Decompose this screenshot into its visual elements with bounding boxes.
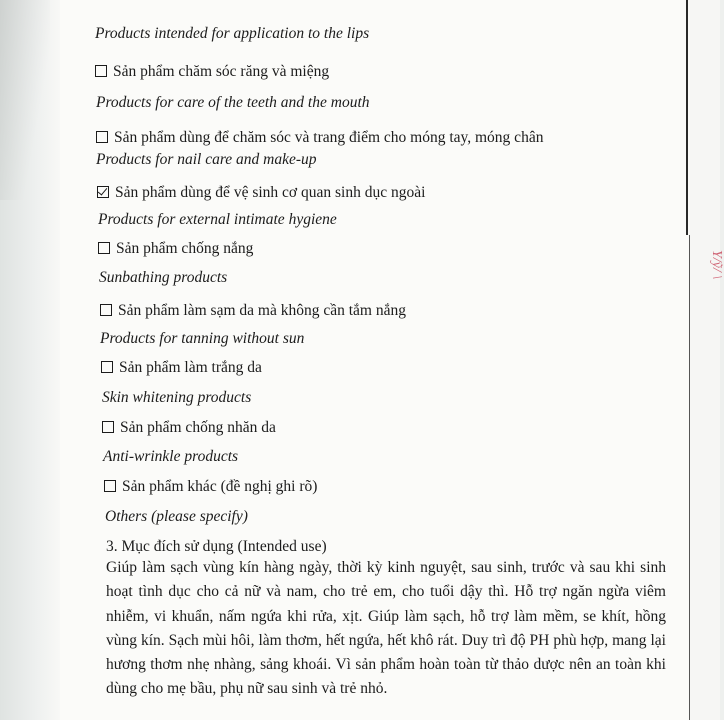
teeth-mouth-checkbox-row[interactable] — [95, 62, 329, 82]
option-label-vi: Sản phẩm chăm sóc răng và miệng — [113, 63, 330, 80]
option-label-vi: Sản phẩm làm sạm da mà không cần tắm nắng — [118, 302, 406, 319]
checkbox-icon[interactable] — [100, 304, 112, 316]
red-stamp-mark: Y/ỹ/ \ — [709, 250, 724, 280]
option-label-vi: Sản phẩm dùng để vệ sinh cơ quan sinh dục ngoài — [115, 184, 426, 201]
checkbox-icon[interactable] — [104, 480, 116, 492]
nail-care-checkbox-row[interactable] — [96, 128, 543, 148]
checkbox-icon[interactable] — [96, 131, 108, 143]
sunbathing-en: Sunbathing products — [99, 269, 228, 286]
section-3-heading: 3. Mục đích sử dụng (Intended use) — [106, 538, 327, 555]
whitening-checkbox-row[interactable] — [101, 358, 262, 378]
option-label-vi: Sản phẩm chống nhăn da — [120, 419, 276, 436]
tanning-checkbox-row[interactable] — [100, 301, 406, 321]
page-shadow — [0, 0, 50, 200]
anti-wrinkle-en: Anti-wrinkle products — [103, 448, 239, 465]
checkbox-icon[interactable] — [98, 242, 110, 254]
whitening-en: Skin whitening products — [102, 389, 252, 406]
anti-wrinkle-checkbox-row[interactable] — [102, 418, 276, 438]
checkbox-icon[interactable] — [101, 361, 113, 373]
teeth-mouth-en: Products for care of the teeth and the mouth — [96, 94, 370, 111]
others-en: Others (please specify) — [105, 508, 248, 525]
sunbathing-checkbox-row[interactable] — [98, 239, 253, 259]
checkbox-icon[interactable] — [102, 421, 114, 433]
intimate-hygiene-checkbox-row[interactable] — [97, 183, 425, 203]
intimate-hygiene-en: Products for external intimate hygiene — [98, 211, 337, 228]
tanning-en: Products for tanning without sun — [100, 330, 305, 347]
checked-checkbox-icon[interactable] — [97, 186, 109, 198]
option-label-vi: Sản phẩm làm trắng da — [119, 359, 262, 376]
option-label-vi: Sản phẩm chống nắng — [116, 240, 254, 257]
checkbox-icon[interactable] — [95, 65, 107, 77]
intended-use-paragraph: Giúp làm sạch vùng kín hàng ngày, thời kỳ kinh nguyệt, sau sinh, trước và sau khi sinh hoạt tình dục cho cả nữ và nam, cho trẻ em, cho tuổi dậy thì. Hỗ trợ ngăn ngừa viêm nhiễm, vi khuẩn, nấm ngứa khi rửa, xịt. Giúp làm sạch, hỗ trợ làm mềm, se khít, hồng vùng kín. Sạch mùi hôi, làm thơm, hết ngứa, hết khô rát. Duy trì độ PH phù hợp, mang lại hương thơm nhẹ nhàng, sảng khoái. Vì sản phẩm hoàn toàn từ thảo dược nên an toàn khi dùng cho mẹ bầu, phụ nữ sau sinh và trẻ nhỏ. — [106, 559, 666, 698]
nail-care-en: Products for nail care and make-up — [96, 151, 317, 168]
lips-products-en: Products intended for application to the lips — [95, 25, 370, 42]
others-checkbox-row[interactable] — [104, 477, 317, 497]
option-label-vi: Sản phẩm dùng để chăm sóc và trang điểm cho móng tay, móng chân — [114, 129, 544, 146]
option-label-vi: Sản phẩm khác (đề nghị ghi rõ) — [122, 478, 318, 495]
page-right-edge — [686, 0, 688, 235]
